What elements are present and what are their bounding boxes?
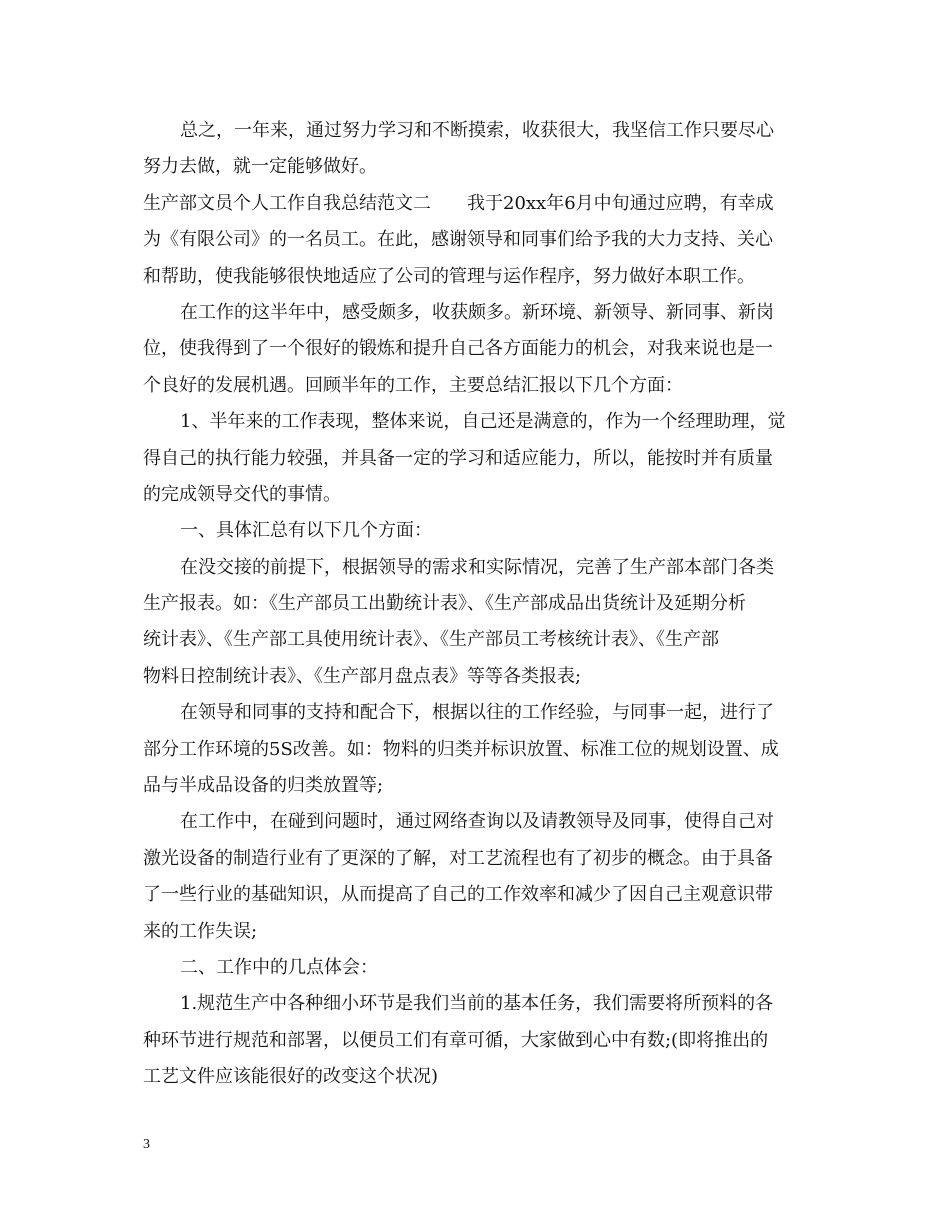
- text-line: 为《有限公司》的一名员工。在此，感谢领导和同事们给予我的大力支持、关心: [143, 229, 773, 251]
- text-line: 1.规范生产中各种细小环节是我们当前的基本任务，我们需要将所预料的各: [180, 993, 774, 1015]
- text-line: 来的工作失误;: [143, 920, 258, 942]
- text-line: 个良好的发展机遇。回顾半年的工作，主要总结汇报以下几个方面：: [143, 374, 683, 396]
- text-line: 在领导和同事的支持和配合下，根据以往的工作经验，与同事一起，进行了: [180, 702, 774, 724]
- text-line: 统计表》、《生产部工具使用统计表》、《生产部员工考核统计表》、《生产部: [143, 629, 719, 651]
- text-line: 在工作中，在碰到问题时，通过网络查询以及请教领导及同事，使得自己对: [180, 811, 774, 833]
- text-line: 在工作的这半年中，感受颇多，收获颇多。新环境、新领导、新同事、新岗: [180, 301, 774, 323]
- text-line: 得自己的执行能力较强，并具备一定的学习和适应能力，所以，能按时并有质量: [143, 447, 773, 469]
- subheading-line: 二、工作中的几点体会：: [180, 956, 378, 978]
- text-line: 工艺文件应该能很好的改变这个状况): [143, 1066, 439, 1088]
- text-line: 总之，一年来，通过努力学习和不断摸索，收获很大，我坚信工作只要尽心: [180, 120, 774, 141]
- text-line: 物料日控制统计表》、《生产部月盘点表》等等各类报表;: [143, 665, 582, 687]
- text-line: 生产报表。如：《生产部员工出勤统计表》、《生产部成品出货统计及延期分析: [143, 593, 746, 615]
- text-line: 部分工作环境的5S改善。如：物料的归类并标识放置、标准工位的规划设置、成: [143, 738, 779, 760]
- text-line: 品与半成品设备的归类放置等;: [143, 775, 384, 797]
- subheading-line: 一、具体汇总有以下几个方面：: [180, 520, 432, 542]
- page-number: 3: [143, 1137, 150, 1152]
- text-line: 和帮助，使我能够很快地适应了公司的管理与运作程序，努力做好本职工作。: [143, 265, 755, 287]
- text-line: 了一些行业的基础知识，从而提高了自己的工作效率和减少了因自己主观意识带: [143, 884, 773, 906]
- text-line: 在没交接的前提下，根据领导的需求和实际情况，完善了生产部本部门各类: [180, 556, 774, 578]
- document-body: [143, 113, 805, 1096]
- text-line: 位，使我得到了一个很好的锻炼和提升自己各方面能力的机会，对我来说也是一: [143, 338, 773, 360]
- section-title-line: 生产部文员个人工作自我总结范文二 我于20xx年6月中旬通过应聘，有幸成: [143, 192, 774, 214]
- text-line: 努力去做，就一定能够做好。: [143, 156, 377, 178]
- text-line: 的完成领导交代的事情。: [143, 483, 341, 505]
- text-line: 种环节进行规范和部署，以便员工们有章可循，大家做到心中有数;(即将推出的: [143, 1029, 769, 1051]
- text-line: 激光设备的制造行业有了更深的了解，对工艺流程也有了初步的概念。由于具备: [143, 847, 773, 869]
- text-line: 1、半年来的工作表现，整体来说，自己还是满意的，作为一个经理助理，觉: [180, 411, 786, 433]
